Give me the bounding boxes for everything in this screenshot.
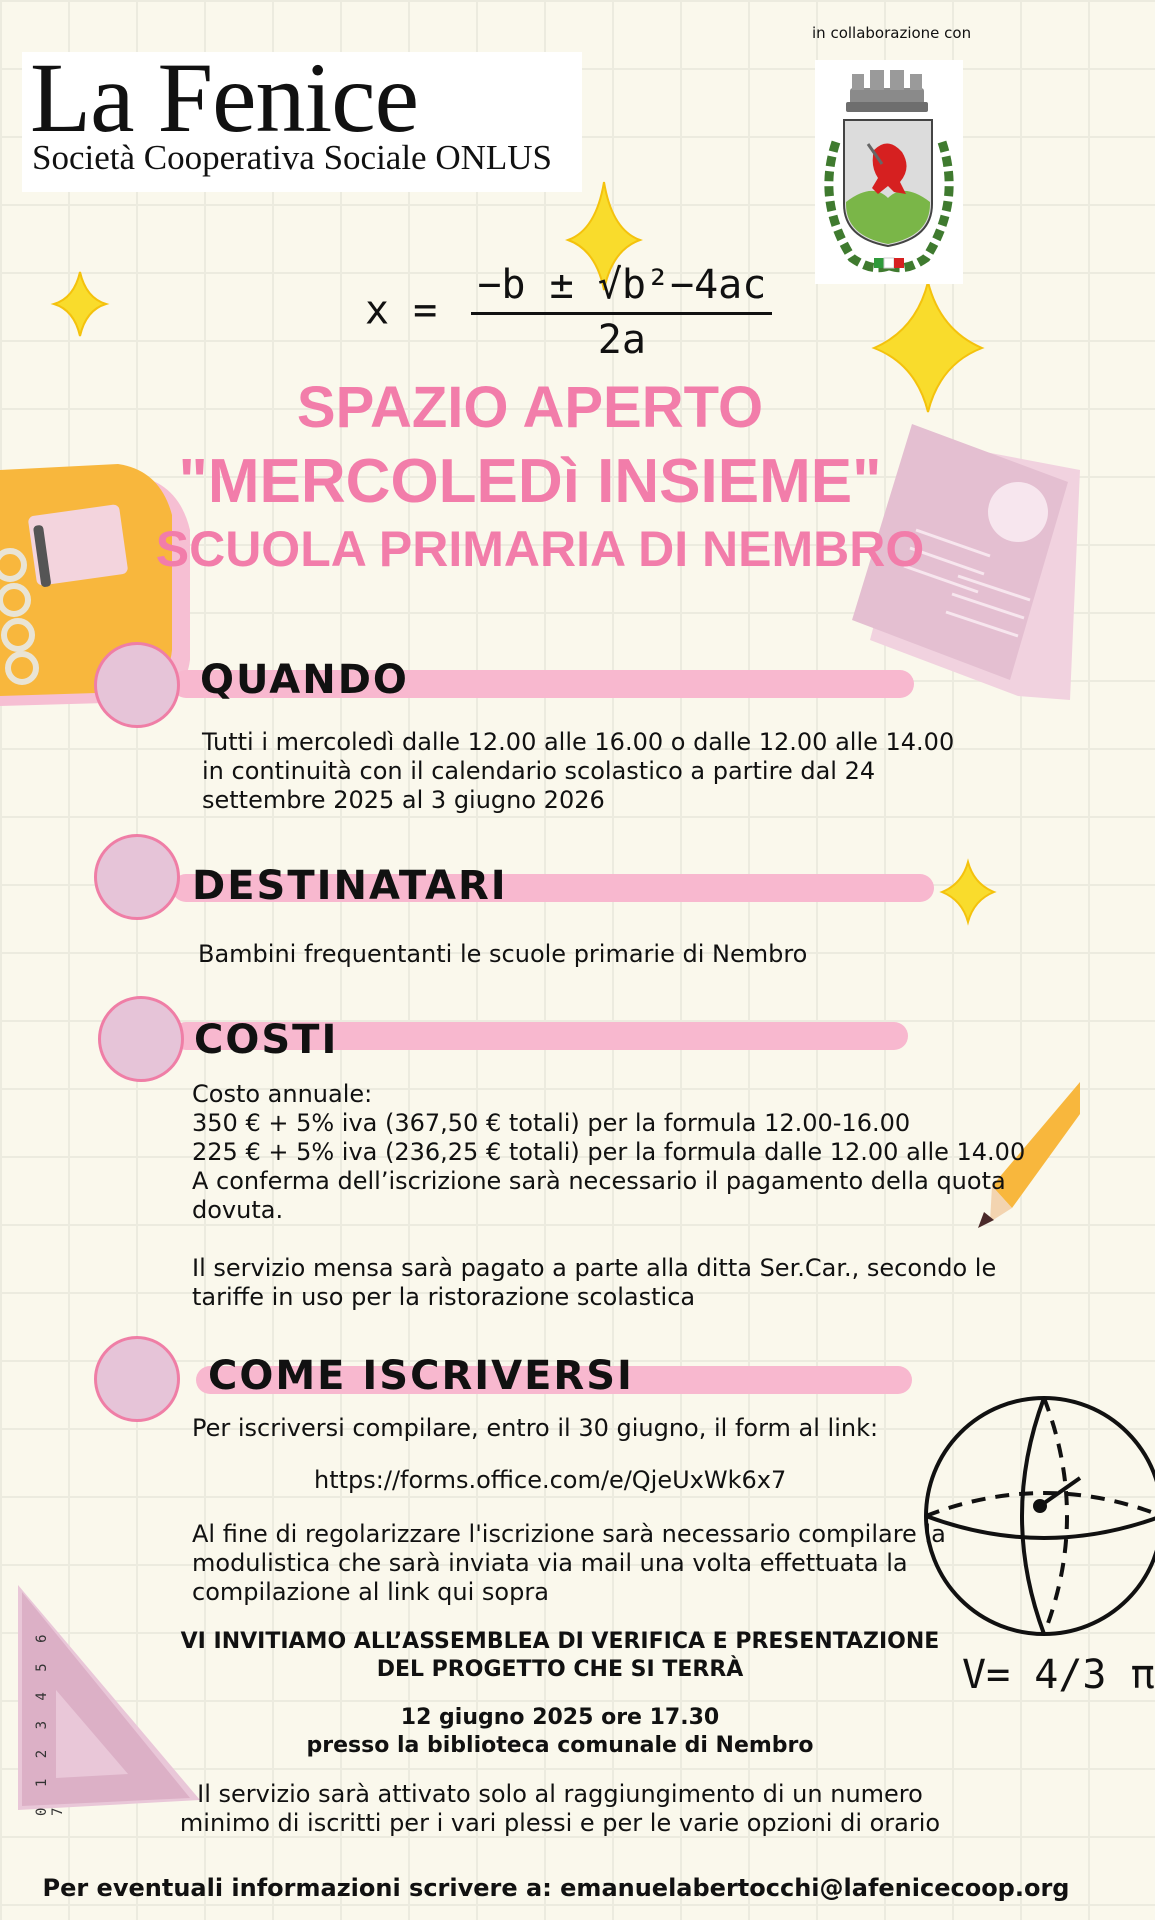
contact-footer: Per eventuali informazioni scrivere a: emanuelabertocchi@lafenicecoop.org — [42, 1874, 1070, 1902]
text-line: Il servizio sarà attivato solo al raggiungimento di un numero — [197, 1780, 923, 1808]
text-line: compilazione al link qui sopra — [192, 1578, 549, 1606]
star-icon — [54, 272, 106, 336]
text-line: 225 € + 5% iva (236,25 € totali) per la formula dalle 12.00 alle 14.00 — [192, 1138, 1026, 1166]
quadratic-formula — [365, 262, 772, 363]
section-body-iscrizione — [192, 1520, 946, 1607]
section-title-destinatari: DESTINATARI — [192, 863, 508, 909]
text-line: DEL PROGETTO CHE SI TERRÀ — [376, 1657, 744, 1682]
text-line: in continuità con il calendario scolastico a partire dal 24 — [202, 757, 876, 785]
section-title-iscrizione: COME ISCRIVERSI — [208, 1353, 634, 1399]
form-link[interactable]: https://forms.office.com/e/QjeUxWk6x7 — [314, 1466, 787, 1494]
text-line: Il servizio mensa sarà pagato a parte alla ditta Ser.Car., secondo le — [192, 1254, 997, 1282]
section-circle-costi — [98, 996, 184, 1082]
assembly-details — [110, 1704, 1010, 1760]
assembly-invite — [110, 1628, 1010, 1684]
activation-notice — [110, 1780, 1010, 1838]
iscrizione-intro: Per iscriversi compilare, entro il 30 giugno, il form al link: — [192, 1414, 879, 1442]
section-body-quando — [202, 728, 954, 815]
collaboration-label: in collaborazione con — [812, 24, 972, 42]
logo-subtitle: Società Cooperativa Sociale ONLUS — [32, 138, 553, 177]
text-line: 350 € + 5% iva (367,50 € totali) per la formula 12.00-16.00 — [192, 1109, 911, 1137]
text-line: Al fine di regolarizzare l'iscrizione sarà necessario compilare la — [192, 1520, 946, 1548]
text-line: Costo annuale: — [192, 1080, 373, 1108]
municipal-crest-icon — [812, 62, 966, 282]
text-line: settembre 2025 al 3 giugno 2026 — [202, 786, 605, 814]
title-line-1: SPAZIO APERTO — [296, 375, 764, 440]
title-line-2: "MERCOLEDì INSIEME" — [178, 447, 882, 516]
volume-formula: V= 4/3 π — [962, 1652, 1155, 1698]
title-line-3: SCUOLA PRIMARIA DI NEMBRO — [155, 521, 925, 577]
section-circle-quando — [94, 642, 180, 728]
section-title-costi: COSTI — [194, 1017, 339, 1063]
section-body-destinatari — [198, 940, 807, 969]
text-line: modulistica che sarà inviata via mail una volta effettuata la — [192, 1549, 908, 1577]
text-line: VI INVITIAMO ALL’ASSEMBLEA DI VERIFICA E PRESENTAZIONE — [180, 1629, 940, 1654]
text-line: Bambini frequentanti le scuole primarie di Nembro — [198, 940, 808, 968]
text-line: dovuta. — [192, 1196, 284, 1224]
sphere-icon — [926, 1398, 1155, 1634]
assembly-date: 12 giugno 2025 ore 17.30 — [400, 1705, 720, 1730]
text-line: Tutti i mercoledì dalle 12.00 alle 16.00 o dalle 12.00 alle 14.00 — [202, 728, 955, 756]
formula-numerator: −b ± √b²−4ac — [471, 262, 772, 315]
star-icon — [942, 862, 994, 922]
text-line: tariffe in uso per la ristorazione scolastica — [192, 1283, 696, 1311]
section-circle-destinatari — [94, 834, 180, 920]
formula-lhs: x = — [365, 287, 438, 334]
section-title-quando: QUANDO — [200, 657, 409, 703]
assembly-place: presso la biblioteca comunale di Nembro — [306, 1733, 814, 1758]
section-body-costi — [192, 1080, 1025, 1312]
ruler-digits: 0 1 2 3 4 5 6 7 — [34, 1628, 66, 1816]
section-circle-iscrizione — [94, 1336, 180, 1422]
text-line: minimo di iscritti per i vari plessi e per le varie opzioni di orario — [179, 1809, 941, 1837]
logo-title: La Fenice — [30, 42, 419, 153]
text-line — [192, 1225, 1025, 1254]
formula-denominator: 2a — [597, 317, 646, 363]
text-line: A conferma dell’iscrizione sarà necessario il pagamento della quota — [192, 1167, 1006, 1195]
